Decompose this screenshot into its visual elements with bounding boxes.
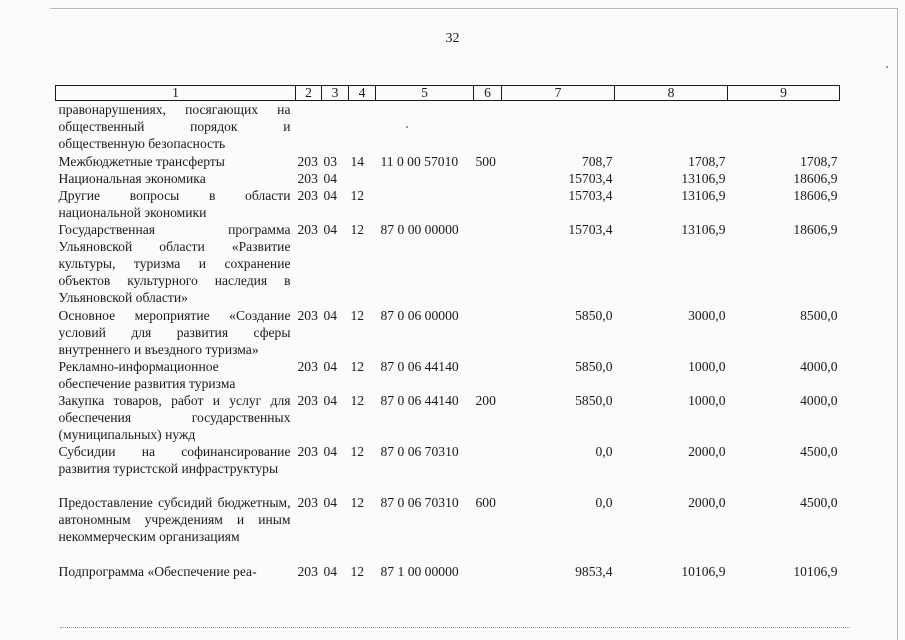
row-code-6 xyxy=(474,187,502,221)
column-header: 7 xyxy=(502,86,615,101)
row-code-5 xyxy=(376,101,474,153)
row-code-3: 04 xyxy=(323,358,338,374)
row-description: Субсидии на софинансирование развития туристской инфраструктуры xyxy=(58,443,291,476)
row-code-4: 12 xyxy=(350,221,365,237)
row-code-2 xyxy=(296,101,322,153)
row-code-4: 12 xyxy=(350,563,365,579)
row-code-6 xyxy=(474,563,502,580)
row-description: Рекламно-информационное обеспечение развития туризма xyxy=(58,358,236,391)
column-header: 4 xyxy=(349,86,376,101)
row-code-4 xyxy=(349,170,376,187)
row-code-3: 04 xyxy=(323,170,338,186)
row-value-9: 4000,0 xyxy=(800,392,838,408)
row-value-7 xyxy=(502,101,615,153)
table-row xyxy=(56,563,840,580)
row-code-3: 04 xyxy=(323,494,338,510)
row-code-4: 12 xyxy=(350,392,365,408)
row-code-6 xyxy=(474,443,502,494)
row-value-8: 2000,0 xyxy=(688,443,726,459)
table-row xyxy=(56,170,840,187)
row-code-5 xyxy=(376,170,474,187)
row-code-5: 87 0 06 44140 xyxy=(380,392,459,408)
column-header: 5 xyxy=(376,86,474,101)
row-code-2: 203 xyxy=(297,392,318,408)
row-value-8: 2000,0 xyxy=(688,494,726,510)
row-value-7: 9853,4 xyxy=(575,563,613,579)
row-code-6: 500 xyxy=(475,153,496,169)
row-value-9: 1708,7 xyxy=(800,153,838,169)
table-row xyxy=(56,187,840,221)
table-row xyxy=(56,101,840,153)
page-border-right xyxy=(897,8,898,640)
row-value-8: 1708,7 xyxy=(688,153,726,169)
row-code-5 xyxy=(376,187,474,221)
row-code-6: 200 xyxy=(475,392,496,408)
column-header: 2 xyxy=(296,86,322,101)
row-value-8: 1000,0 xyxy=(688,358,726,374)
row-code-2: 203 xyxy=(297,170,318,186)
row-code-4: 12 xyxy=(350,494,365,510)
table-row xyxy=(56,221,840,307)
row-value-7: 15703,4 xyxy=(568,170,613,186)
row-value-9: 4500,0 xyxy=(800,494,838,510)
row-value-9: 4500,0 xyxy=(800,443,838,459)
row-value-9: 8500,0 xyxy=(800,307,838,323)
column-header: 9 xyxy=(728,86,840,101)
row-code-3 xyxy=(322,101,349,153)
row-description: Другие вопросы в области национальной экономики xyxy=(58,187,291,220)
row-value-7: 15703,4 xyxy=(568,221,613,237)
row-value-9 xyxy=(728,101,840,153)
scan-speck xyxy=(406,126,408,128)
row-value-8: 13106,9 xyxy=(681,187,726,203)
row-code-6 xyxy=(474,221,502,307)
row-value-8: 13106,9 xyxy=(681,170,726,186)
row-value-8 xyxy=(615,101,728,153)
row-value-7: 5850,0 xyxy=(575,307,613,323)
row-value-9: 18606,9 xyxy=(793,221,838,237)
row-value-7: 15703,4 xyxy=(568,187,613,203)
table-row xyxy=(56,307,840,358)
row-code-4: 12 xyxy=(350,443,365,459)
row-code-3: 04 xyxy=(323,307,338,323)
bottom-dotted-line xyxy=(60,627,850,629)
row-value-8: 10106,9 xyxy=(681,563,726,579)
row-code-2: 203 xyxy=(297,153,318,169)
row-code-3: 04 xyxy=(323,221,338,237)
row-code-4: 12 xyxy=(350,358,365,374)
row-code-2: 203 xyxy=(297,563,318,579)
row-code-6 xyxy=(474,170,502,187)
row-description: Закупка товаров, работ и услуг для обеспечения государственных (муниципальных) нужд xyxy=(58,392,291,442)
row-value-7: 708,7 xyxy=(581,153,613,169)
table-row xyxy=(56,358,840,392)
row-value-9: 4000,0 xyxy=(800,358,838,374)
row-code-5: 87 0 06 44140 xyxy=(380,358,459,374)
row-code-5: 11 0 00 57010 xyxy=(380,153,459,169)
row-description: Основное мероприятие «Создание условий для развития сферы внутреннего и въездного туризма» xyxy=(58,307,291,357)
row-code-4 xyxy=(349,101,376,153)
row-code-4: 12 xyxy=(350,307,365,323)
row-code-6 xyxy=(474,101,502,153)
row-description: Государственная программа Ульяновской области «Развитие культуры, туризма и сохранение объектов культурного наследия в Ульяновской области» xyxy=(58,221,291,305)
table-row xyxy=(56,443,840,494)
row-description: Подпрограмма «Обеспечение реа- xyxy=(58,563,257,579)
column-header: 6 xyxy=(474,86,502,101)
column-header: 3 xyxy=(322,86,349,101)
row-code-2: 203 xyxy=(297,494,318,510)
row-code-5: 87 1 00 00000 xyxy=(380,563,459,579)
table-header-row xyxy=(56,86,840,101)
budget-table xyxy=(55,85,840,580)
row-value-9: 18606,9 xyxy=(793,187,838,203)
row-code-3: 04 xyxy=(323,187,338,203)
row-code-3: 03 xyxy=(323,153,338,169)
row-description: Межбюджетные трансферты xyxy=(58,153,225,169)
row-value-8: 1000,0 xyxy=(688,392,726,408)
row-code-2: 203 xyxy=(297,307,318,323)
row-code-3: 04 xyxy=(323,443,338,459)
row-code-6 xyxy=(474,358,502,392)
row-value-7: 5850,0 xyxy=(575,392,613,408)
table-body xyxy=(56,101,840,580)
row-code-2: 203 xyxy=(297,221,318,237)
row-value-9: 18606,9 xyxy=(793,170,838,186)
page-number: 32 xyxy=(445,31,460,46)
table-row xyxy=(56,153,840,170)
scan-speck xyxy=(886,66,888,68)
row-code-2: 203 xyxy=(297,187,318,203)
row-code-3: 04 xyxy=(323,563,338,579)
column-header: 1 xyxy=(56,86,296,101)
row-code-3: 04 xyxy=(323,392,338,408)
row-value-7: 0,0 xyxy=(595,443,613,459)
row-code-5: 87 0 00 00000 xyxy=(380,221,459,237)
row-code-5: 87 0 06 70310 xyxy=(380,494,459,510)
row-code-2: 203 xyxy=(297,443,318,459)
row-code-4: 14 xyxy=(350,153,365,169)
row-code-5: 87 0 06 00000 xyxy=(380,307,459,323)
table-row xyxy=(56,494,840,563)
row-code-4: 12 xyxy=(350,187,365,203)
row-description: Национальная экономика xyxy=(58,170,206,186)
row-description: правонарушениях, посягающих на общественный порядок и общественную безопасность xyxy=(58,102,291,151)
row-value-8: 3000,0 xyxy=(688,307,726,323)
row-value-7: 5850,0 xyxy=(575,358,613,374)
row-code-6 xyxy=(474,307,502,358)
row-value-7: 0,0 xyxy=(595,494,613,510)
column-header: 8 xyxy=(615,86,728,101)
row-code-2: 203 xyxy=(297,358,318,374)
row-code-5: 87 0 06 70310 xyxy=(380,443,459,459)
table-row xyxy=(56,392,840,443)
page-border-top xyxy=(50,8,898,9)
row-value-8: 13106,9 xyxy=(681,221,726,237)
row-description: Предоставление субсидий бюджетным, автономным учреждениям и иным некоммерческим организациям xyxy=(58,494,291,544)
row-value-9: 10106,9 xyxy=(793,563,838,579)
row-code-6: 600 xyxy=(475,494,496,510)
